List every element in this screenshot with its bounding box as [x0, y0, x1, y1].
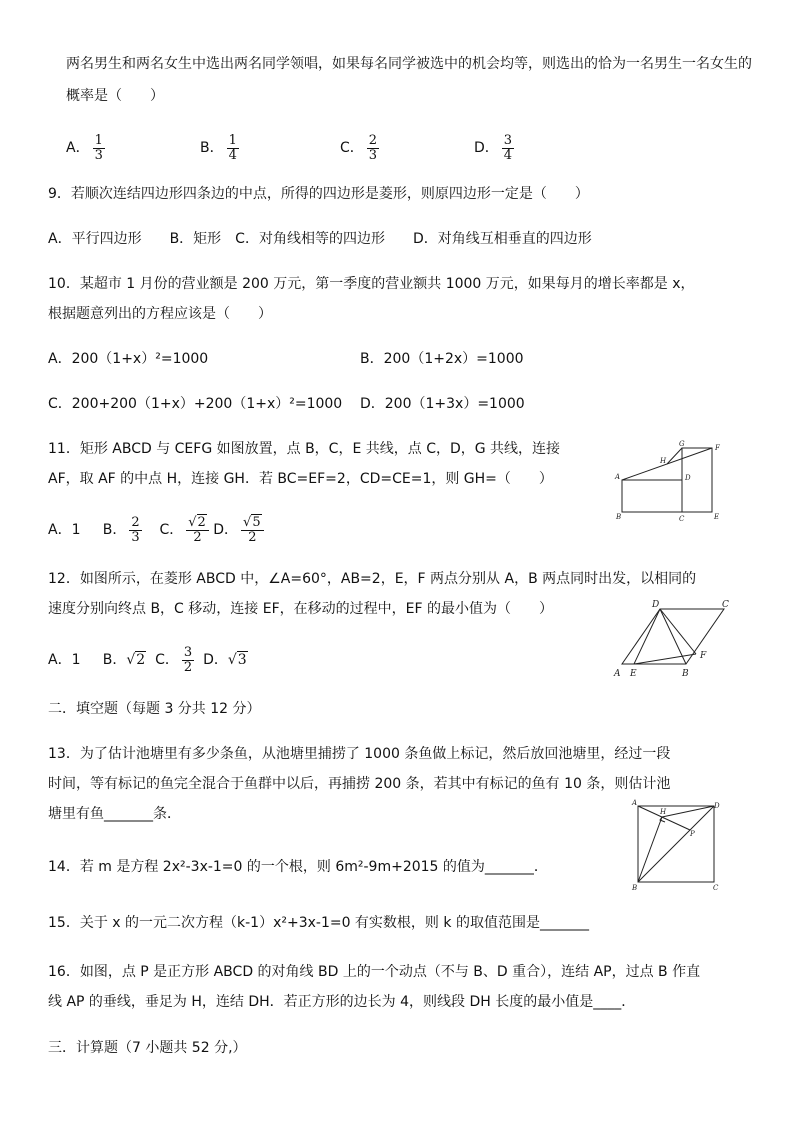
- fraction: $\frac{2}{3}$: [131, 514, 140, 545]
- q12-figure: [610, 596, 736, 680]
- segment-de: [634, 609, 660, 664]
- label-h: H: [660, 457, 667, 465]
- label-f: F: [715, 444, 720, 452]
- label-p: P: [690, 830, 695, 838]
- label-d: D: [652, 600, 660, 610]
- q16-stem-line1: 16．如图，点 P 是正方形 ABCD 的对角线 BD 上的一个动点（不与 B、D 重合），连结 AP，过点 B 作直: [48, 964, 701, 980]
- q10-option-b: B．200（1+2x）=1000: [360, 351, 524, 367]
- option-label: C．: [155, 652, 179, 668]
- segment-dh: [662, 806, 714, 817]
- q10-stem-line1: 10．某超市 1 月份的营业额是 200 万元，第一季度的营业额共 1000 万元，如果每月的增长率都是 x，: [48, 276, 695, 292]
- label-g: G: [679, 440, 685, 448]
- q9-stem: 9．若顺次连结四边形四条边的中点，所得的四边形是菱形，则原四边形一定是（ ）: [48, 186, 589, 202]
- label-f: F: [700, 651, 707, 661]
- q12-options: [48, 644, 248, 676]
- q10-option-d: D．200（1+3x）=1000: [360, 396, 525, 412]
- q10-stem-line2: 根据题意列出的方程应该是（ ）: [48, 306, 272, 322]
- diagonal-bd: [638, 806, 714, 882]
- label-c: C: [679, 515, 685, 523]
- q11-stem-line2: AF，取 AF 的中点 H，连接 GH．若 BC=EF=2，CD=CE=1，则 GH=（ ）: [48, 471, 553, 487]
- q12-stem-line2: 速度分别向终点 B，C 移动，连接 EF，在移动的过程中，EF 的最小值为（ ）: [48, 601, 553, 617]
- label-b: B: [632, 884, 638, 892]
- section-3-heading: 三．计算题（7 小题共 52 分,）: [48, 1040, 247, 1056]
- option-label: D．: [474, 140, 499, 156]
- q8-stem-line2: 概率是（ ）: [66, 88, 164, 104]
- q10-option-c: C．200+200（1+x）+200（1+x）²=1000: [48, 396, 343, 412]
- label-c: C: [722, 600, 729, 610]
- option-label: C．: [340, 140, 364, 156]
- q8-option-b: [200, 132, 239, 164]
- q8-option-a: [66, 132, 105, 164]
- fraction: $\frac{1}{3}$: [94, 132, 103, 163]
- q11-options: [48, 514, 264, 546]
- option-label: D．: [213, 522, 239, 538]
- fraction: $\frac{√5}{2}$: [241, 516, 264, 545]
- segment-bh: [638, 817, 662, 882]
- q11-stem-line1: 11．矩形 ABCD 与 CEFG 如图放置，点 B，C，E 共线，点 C，D，G 共线，连接: [48, 441, 561, 457]
- q11-figure: [612, 438, 728, 524]
- q8-option-d: [474, 132, 514, 164]
- option-label: D．: [203, 652, 228, 668]
- option-label: B．: [200, 140, 224, 156]
- q16-stem-line2: 线 AP 的垂线，垂足为 H，连结 DH．若正方形的边长为 4，则线段 DH 长度的最小值是____．: [48, 994, 636, 1010]
- label-a: A: [615, 473, 621, 481]
- q9-options: A．平行四边形 B．矩形 C．对角线相等的四边形 D．对角线互相垂直的四边形: [48, 231, 592, 247]
- label-b: B: [616, 513, 622, 521]
- label-d: D: [714, 802, 720, 810]
- label-e: E: [714, 513, 720, 521]
- q13-stem-line2: 时间，等有标记的鱼完全混合于鱼群中以后，再捕捞 200 条，若其中有标记的鱼有 10 条，则估计池: [48, 776, 671, 792]
- q16-figure: [628, 798, 726, 892]
- q12-option-a: A．1: [48, 652, 81, 668]
- q8-option-c: [340, 132, 379, 164]
- rectangle-abcd: [622, 480, 682, 512]
- fraction: $\frac{3}{4}$: [503, 132, 513, 163]
- q8-stem-line1: 两名男生和两名女生中选出两名同学领唱，如果每名同学被选中的机会均等，则选出的恰为一名男生一名女生的: [66, 56, 752, 72]
- q13-stem-line1: 13．为了估计池塘里有多少条鱼，从池塘里捕捞了 1000 条鱼做上标记，然后放回池塘里，经过一段: [48, 746, 671, 762]
- sqrt-expression: √2: [126, 652, 146, 668]
- label-c: C: [713, 884, 719, 892]
- fraction: $\frac{1}{4}$: [228, 132, 237, 163]
- label-b: B: [682, 669, 689, 679]
- option-label: B．: [102, 522, 127, 538]
- label-h: H: [660, 808, 667, 816]
- q13-stem-line3: 塘里有鱼_______条．: [48, 806, 181, 822]
- label-d: D: [685, 474, 691, 482]
- q15-stem: 15．关于 x 的一元二次方程（k-1）x²+3x-1=0 有实数根，则 k 的取值范围是_______: [48, 915, 589, 931]
- fraction: $\frac{3}{2}$: [183, 644, 193, 675]
- option-label: C．: [159, 522, 184, 538]
- q12-stem-line1: 12．如图所示，在菱形 ABCD 中，∠A=60°，AB=2，E，F 两点分别从 A，B 两点同时出发，以相同的: [48, 571, 697, 587]
- q11-option-a: A．1: [48, 522, 81, 538]
- fraction: $\frac{√2}{2}$: [186, 516, 209, 545]
- label-a: A: [614, 669, 621, 679]
- option-label: B．: [102, 652, 127, 668]
- section-2-heading: 二．填空题（每题 3 分共 12 分）: [48, 701, 261, 717]
- fraction: $\frac{2}{3}$: [368, 132, 378, 163]
- q10-option-a: A．200（1+x）²=1000: [48, 351, 209, 367]
- label-a: A: [632, 799, 638, 807]
- sqrt-expression: √3: [227, 652, 247, 668]
- q14-stem: 14．若 m 是方程 2x²-3x-1=0 的一个根，则 6m²-9m+2015 的值为_______．: [48, 859, 548, 875]
- label-e: E: [630, 669, 637, 679]
- option-label: A．: [66, 140, 90, 156]
